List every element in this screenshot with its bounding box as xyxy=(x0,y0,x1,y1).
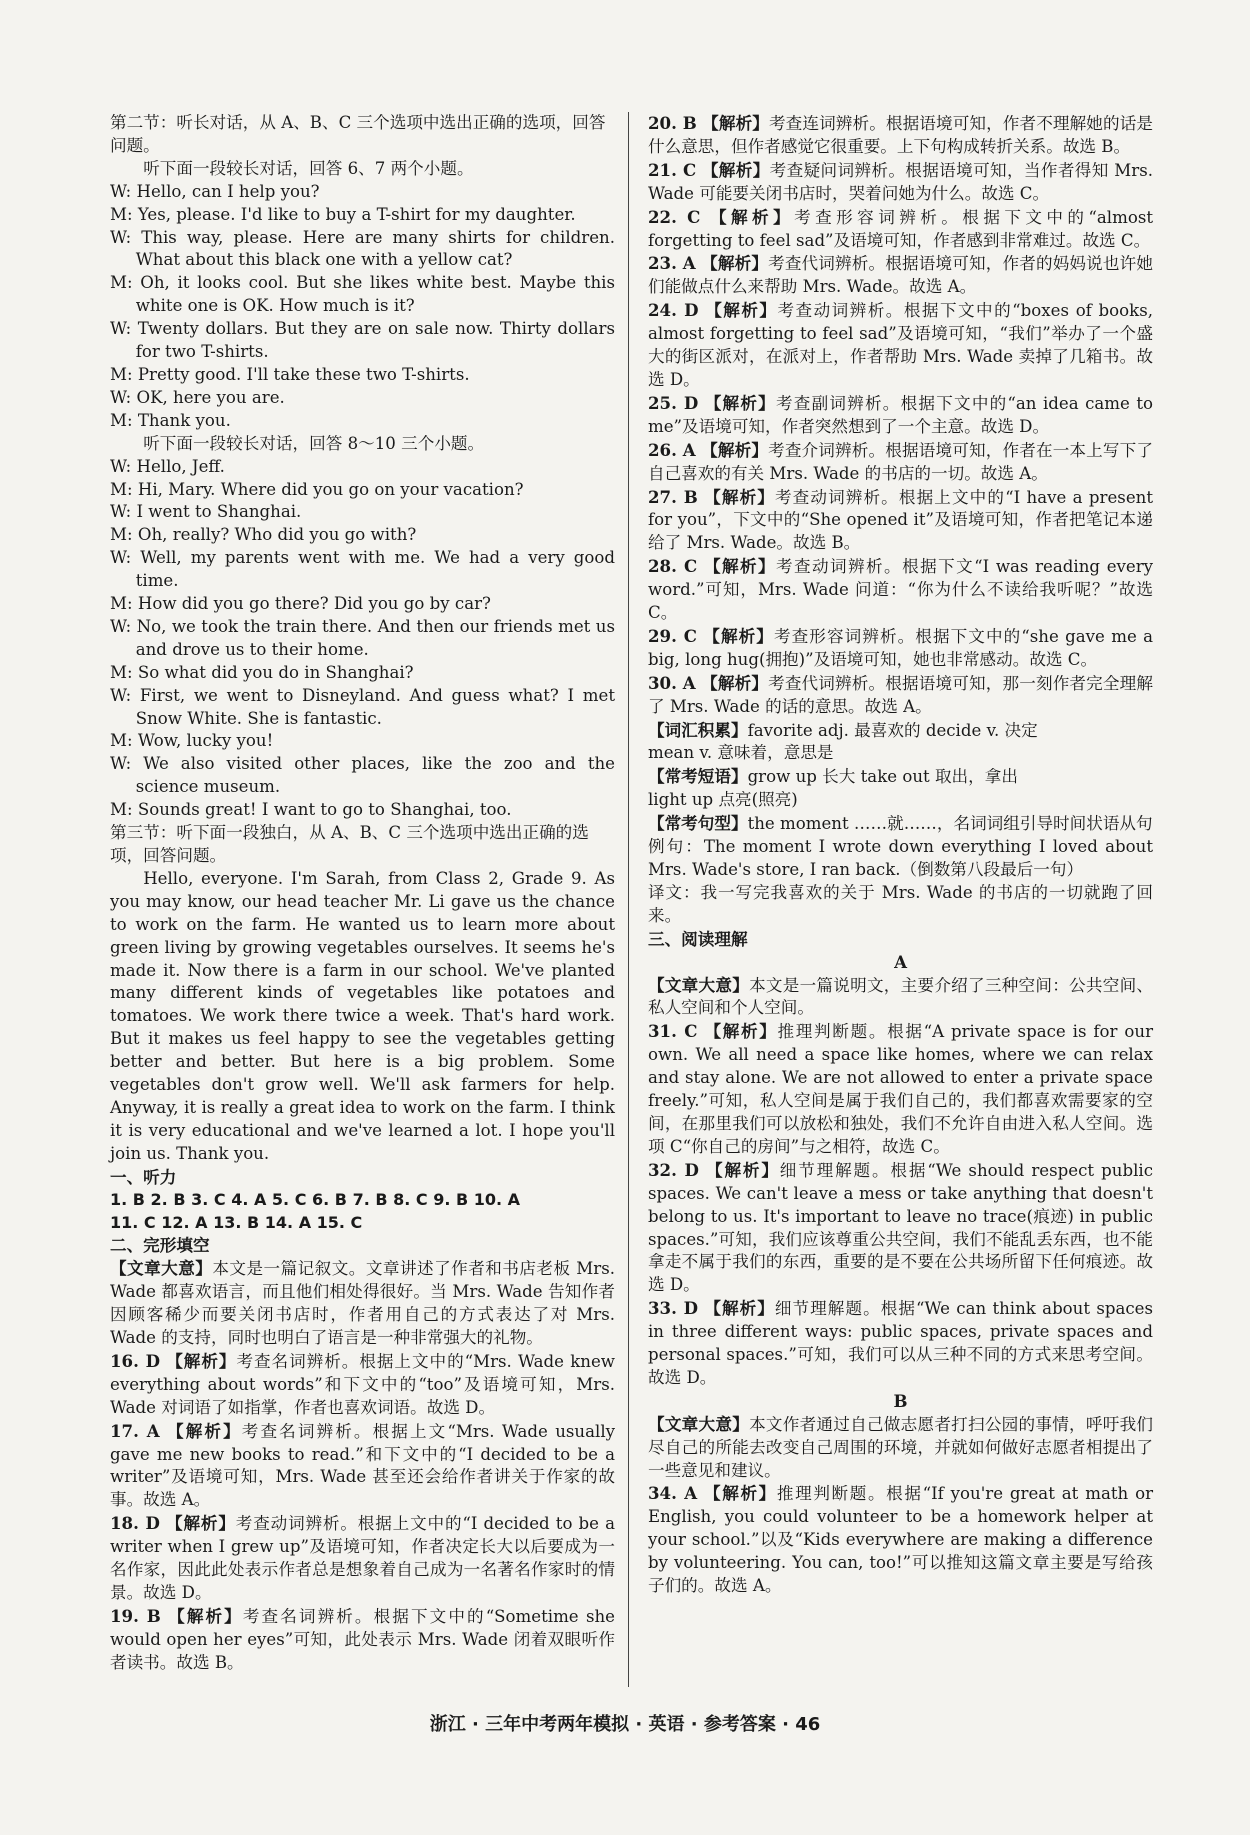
analysis-tag: 【解析】 xyxy=(166,1513,236,1534)
answers-row-2: 11. C 12. A 13. B 14. A 15. C xyxy=(110,1212,363,1232)
item-number: 26. A xyxy=(648,439,696,460)
sentence-line-1: the moment ……就……，名词词组引导时间状语从句 xyxy=(747,814,1153,834)
vocab-block xyxy=(648,719,1153,743)
dialogue-line: W: No, we took the train there. And then our friends met us and drove us to their home. xyxy=(110,616,615,659)
item-text: 考查名词辨析。根据上文“Mrs. Wade usually gave me new books to read.”和下文中的“I decided to be a writer”及语境可知，Mrs. Wade 甚至还会给作者讲关于作家的故事。故选 A。 xyxy=(110,1421,616,1510)
item-text: 考查动词辨析。根据上文中的“I decided to be a writer when I grew up”及语境可知，作者决定长大以后要成为一名作家，因此此处表示作者总是想象着自己成为一名著名作家时的情景。故选 D。 xyxy=(110,1514,616,1602)
item-number: 31. C xyxy=(648,1021,698,1042)
answer-item xyxy=(648,1297,1153,1390)
dialogue-line: M: Sounds great! I want to go to Shanghai, too. xyxy=(110,800,512,820)
dialogue-line: M: Yes, please. I'd like to buy a T-shirt for my daughter. xyxy=(110,204,576,224)
example-sentence: 例句：The moment I wrote down everything I loved about Mrs. Wade's store, I ran back.（倒数第八段最后一句） xyxy=(648,837,1153,879)
item-text: 细节理解题。根据“We should respect public spaces. We can't leave a mess or take anything that doesn't belong to us. It's important to leave no trace(痕迹) in public spaces.”可知，我们应该尊重公共空间，我们不能乱丢东西，也不能拿走不属于我们的东西，重要的是不要在公共场所留下任何痕迹。故选 D。 xyxy=(648,1160,1153,1295)
analysis-tag: 【解析】 xyxy=(704,1298,775,1319)
item-text: 考查形容词辨析。根据下文中的“she gave me a big, long hug(拥抱)”及语境可知，她也非常感动。故选 C。 xyxy=(648,626,1154,669)
item-text: 考查动词辨析。根据下文中的“boxes of books, almost forgetting to feel sad”及语境可知，“我们”举办了一个盛大的街区派对，在派对上，作者帮助 Mrs. Wade 卖掉了几箱书。故选 D。 xyxy=(648,301,1154,389)
answer-item xyxy=(110,1420,615,1513)
phrase-tag: 【常考短语】 xyxy=(648,766,748,787)
analysis-tag: 【解析】 xyxy=(703,556,777,577)
item-number: 24. D xyxy=(648,300,699,321)
item-text: 考查动词辨析。根据下文“I was reading every word.”可知，Mrs. Wade 问道：“你为什么不读给我听呢？”故选 C。 xyxy=(648,557,1154,623)
item-number: 25. D xyxy=(648,392,699,413)
item-text: 考查代词辨析。根据语境可知，那一刻作者完全理解了 Mrs. Wade 的话的意思。故选 A。 xyxy=(648,673,1153,716)
dialogue-line: W: Well, my parents went with me. We had a very good time. xyxy=(110,548,615,591)
item-text: 考查连词辨析。根据语境可知，作者不理解她的话是什么意思，但作者感觉它很重要。上下句构成转折关系。故选 B。 xyxy=(648,114,1154,156)
item-text: 细节理解题。根据“We can think about spaces in three different ways: public spaces, private spaces and personal spaces.”可知，我们可以从三种不同的方式来思考空间。故选 D。 xyxy=(648,1299,1154,1387)
translation-sentence: 译文：我一写完我喜欢的关于 Mrs. Wade 的书店的一切就跑了回来。 xyxy=(648,882,1153,925)
answer-item xyxy=(110,1350,615,1420)
analysis-tag: 【解析】 xyxy=(167,1420,242,1441)
analysis-tag: 【解析】 xyxy=(704,486,775,507)
summary-text: 本文是一篇说明文，主要介绍了三种空间：公共空间、私人空间和个人空间。 xyxy=(648,975,1154,1018)
dialogue-line: W: Hello, Jeff. xyxy=(110,456,225,476)
analysis-tag: 【解析】 xyxy=(705,300,778,321)
analysis-tag: 【解析】 xyxy=(166,1350,237,1371)
cloze-heading: 二、完形填空 xyxy=(110,1235,210,1256)
answer-item xyxy=(110,1605,615,1675)
item-number: 20. B xyxy=(648,113,697,133)
answer-item xyxy=(648,1020,1153,1158)
passage-a-label: A xyxy=(894,951,907,972)
section2-intro-1: 听下面一段较长对话，回答 6、7 两个小题。 xyxy=(143,158,474,178)
dialogue-line: M: Hi, Mary. Where did you go on your vacation? xyxy=(110,479,524,499)
sentence-tag: 【常考句型】 xyxy=(648,813,748,834)
item-number: 18. D xyxy=(110,1513,160,1534)
cloze-summary xyxy=(110,1257,615,1350)
analysis-tag: 【解析】 xyxy=(706,1159,780,1180)
analysis-tag: 【解析】 xyxy=(168,1605,243,1626)
analysis-tag: 【解析】 xyxy=(710,206,795,227)
right-column xyxy=(648,112,1153,1598)
analysis-tag: 【解析】 xyxy=(704,1483,777,1504)
item-number: 16. D xyxy=(110,1350,160,1371)
reading-heading: 三、阅读理解 xyxy=(648,928,748,949)
page-footer: 浙江 · 三年中考两年模拟 · 英语 · 参考答案 · 46 xyxy=(429,1714,821,1735)
answer-item xyxy=(648,555,1153,625)
dialogue-1 xyxy=(110,181,615,433)
item-number: 29. C xyxy=(648,625,697,646)
item-number: 34. A xyxy=(648,1483,698,1504)
dialogue-2 xyxy=(110,456,615,823)
item-number: 30. A xyxy=(648,672,696,693)
phrase-line-2: light up 点亮(照亮) xyxy=(648,790,798,810)
answer-item xyxy=(110,1512,615,1605)
vocab-tag: 【词汇积累】 xyxy=(648,719,748,740)
answer-item xyxy=(648,672,1153,719)
section2-intro-2: 听下面一段较长对话，回答 8～10 三个小题。 xyxy=(143,433,485,453)
dialogue-line: M: Oh, really? Who did you go with? xyxy=(110,525,417,545)
analysis-tag: 【解析】 xyxy=(703,625,774,646)
dialogue-line: W: This way, please. Here are many shirts for children. What about this black one with a yellow cat? xyxy=(110,227,615,270)
analysis-tag: 【解析】 xyxy=(701,253,769,274)
item-number: 27. B xyxy=(648,486,698,507)
analysis-tag: 【解析】 xyxy=(701,672,769,693)
dialogue-line: M: How did you go there? Did you go by car? xyxy=(110,594,491,614)
answer-item xyxy=(648,486,1153,556)
phrase-block xyxy=(648,765,1153,789)
item-text: 考查疑问词辨析。根据语境可知，当作者得知 Mrs. Wade 可能要关闭书店时，哭着问她为什么。故选 C。 xyxy=(648,160,1154,203)
vocab-line-2: mean v. 意味着，意思是 xyxy=(648,743,834,763)
dialogue-line: W: We also visited other places, like the zoo and the science museum. xyxy=(110,754,615,797)
section2-title: 第二节：听长对话，从 A、B、C 三个选项中选出正确的选项，回答问题。 xyxy=(110,113,606,155)
dialogue-line: M: Thank you. xyxy=(110,410,231,430)
sentence-block xyxy=(648,812,1153,836)
dialogue-line: W: Twenty dollars. But they are on sale now. Thirty dollars for two T-shirts. xyxy=(110,319,615,362)
summary-tag: 【文章大意】 xyxy=(110,1258,213,1279)
item-text: 考查名词辨析。根据上文中的“Mrs. Wade knew everything about words”和下文中的“too”及语境可知，Mrs. Wade 对词语了如指掌，作者也喜欢词语。故选 D。 xyxy=(110,1351,615,1417)
listening-heading: 一、听力 xyxy=(110,1166,177,1187)
phrase-line-1: grow up 长大 take out 取出，拿出 xyxy=(747,767,1018,787)
left-column xyxy=(110,112,615,1675)
item-number: 17. A xyxy=(110,1420,160,1441)
item-text: 考查副词辨析。根据下文中的“an idea came to me”及语境可知，作者突然想到了一个主意。故选 D。 xyxy=(648,393,1153,436)
item-text: 推理判断题。根据“If you're great at math or English, you could volunteer to be a homework helper at your school.”以及“Kids everywhere are making a difference by volunteering. You can, too!”可以推知这篇文章主要是写给孩子们的。故选 A。 xyxy=(648,1484,1154,1596)
dialogue-line: W: OK, here you are. xyxy=(110,387,285,407)
column-divider xyxy=(628,112,629,1687)
item-number: 33. D xyxy=(648,1298,699,1319)
item-text: 考查名词辨析。根据下文中的“Sometime she would open her eyes”可知，此处表示 Mrs. Wade 闭着双眼听作者读书。故选 B。 xyxy=(110,1606,616,1672)
analysis-tag: 【解析】 xyxy=(701,439,769,460)
passage-b-label: B xyxy=(893,1390,908,1411)
dialogue-line: W: Hello, can I help you? xyxy=(110,181,320,201)
answer-item xyxy=(648,439,1153,486)
item-text: 考查动词辨析。根据上文中的“I have a present for you”，下文中的“She opened it”及语境可知，作者把笔记本递给了 Mrs. Wade。故选 B。 xyxy=(648,487,1154,553)
summary-tag: 【文章大意】 xyxy=(648,1413,750,1434)
answer-item xyxy=(648,625,1153,672)
answers-row-1: 1. B 2. B 3. C 4. A 5. C 6. B 7. B 8. C 9. B 10. A xyxy=(110,1189,521,1209)
item-text: 考查形容词辨析。根据下文中的“almost forgetting to feel sad”及语境可知，作者感到非常难过。故选 C。 xyxy=(648,207,1154,250)
item-number: 21. C xyxy=(648,159,697,180)
answer-item xyxy=(648,299,1153,392)
dialogue-line: M: Wow, lucky you! xyxy=(110,731,274,751)
dialogue-line: M: Oh, it looks cool. But she likes white best. Maybe this white one is OK. How much is it? xyxy=(110,273,615,316)
item-number: 28. C xyxy=(648,556,698,577)
item-text: 考查代词辨析。根据语境可知，作者的妈妈说也许她们能做点什么来帮助 Mrs. Wade。故选 A。 xyxy=(648,254,1153,297)
monologue-text: Hello, everyone. I'm Sarah, from Class 2, Grade 9. As you may know, our head teacher Mr. Li gave us the chance to work on the farm. He wanted us to learn more about green living by growing vegetables ourselves. It seems he's made it. Now there is a farm in our school. We've planted many different kinds of vegetables like potatoes and tomatoes. We work there twice a week. That's hard work. But it makes us feel happy to see the vegetables getting better and better. But here is a big problem. Some vegetables don't grow well. We'll ask farmers for help. Anyway, it is really a great idea to work on the farm. I think it is very educational and we've learned a lot. I hope you'll join us. Thank you. xyxy=(110,868,615,1163)
answer-item xyxy=(648,1159,1153,1297)
summary-text: 本文作者通过自己做志愿者打扫公园的事情，呼吁我们尽自己的所能去改变自己周围的环境，并就如何做好志愿者相提出了一些意见和建议。 xyxy=(648,1414,1154,1480)
dialogue-line: W: I went to Shanghai. xyxy=(110,502,302,522)
answer-item xyxy=(648,112,1153,159)
summary-text: 本文是一篇记叙文。文章讲述了作者和书店老板 Mrs. Wade 都喜欢语言，而且他们相处得很好。当 Mrs. Wade 告知作者因顾客稀少而要关闭书店时，作者用自己的方式表达了对 Mrs. Wade 的支持，同时也明白了语言是一种非常强大的礼物。 xyxy=(110,1259,615,1348)
vocab-line-1: favorite adj. 最喜欢的 decide v. 决定 xyxy=(747,720,1038,740)
item-text: 推理判断题。根据“A private space is for our own. We all need a space like homes, where we can relax and stay alone. We are not allowed to enter a private space freely.”可知，私人空间是属于我们自己的，我们都喜欢需要家的空间，在那里我们可以放松和独处，我们不允许自由进入私人空间。选项 C“你自己的房间”与之相符，故选 C。 xyxy=(648,1022,1154,1156)
answer-item xyxy=(648,159,1153,206)
dialogue-line: W: First, we went to Disneyland. And guess what? I met Snow White. She is fantastic. xyxy=(110,685,615,728)
analysis-tag: 【解析】 xyxy=(704,392,776,413)
dialogue-line: M: Pretty good. I'll take these two T-shirts. xyxy=(110,364,470,384)
analysis-tag: 【解析】 xyxy=(702,113,769,133)
answer-item xyxy=(648,1482,1153,1598)
item-text: 考查介词辨析。根据语境可知，作者在一本上写下了自己喜欢的有关 Mrs. Wade 的书店的一切。故选 A。 xyxy=(648,440,1153,483)
answer-item xyxy=(648,206,1153,253)
item-number: 19. B xyxy=(110,1605,161,1626)
analysis-tag: 【解析】 xyxy=(704,1021,778,1042)
answer-item xyxy=(648,252,1153,299)
section3-title: 第三节：听下面一段独白，从 A、B、C 三个选项中选出正确的选项，回答问题。 xyxy=(110,823,589,865)
item-number: 32. D xyxy=(648,1159,699,1180)
item-number: 22. C xyxy=(648,206,701,227)
answer-item xyxy=(648,392,1153,439)
summary-tag: 【文章大意】 xyxy=(648,974,750,995)
analysis-tag: 【解析】 xyxy=(701,159,770,180)
dialogue-line: M: So what did you do in Shanghai? xyxy=(110,662,414,682)
passage-a-summary xyxy=(648,974,1153,1021)
passage-b-summary xyxy=(648,1413,1153,1483)
item-number: 23. A xyxy=(648,253,696,274)
